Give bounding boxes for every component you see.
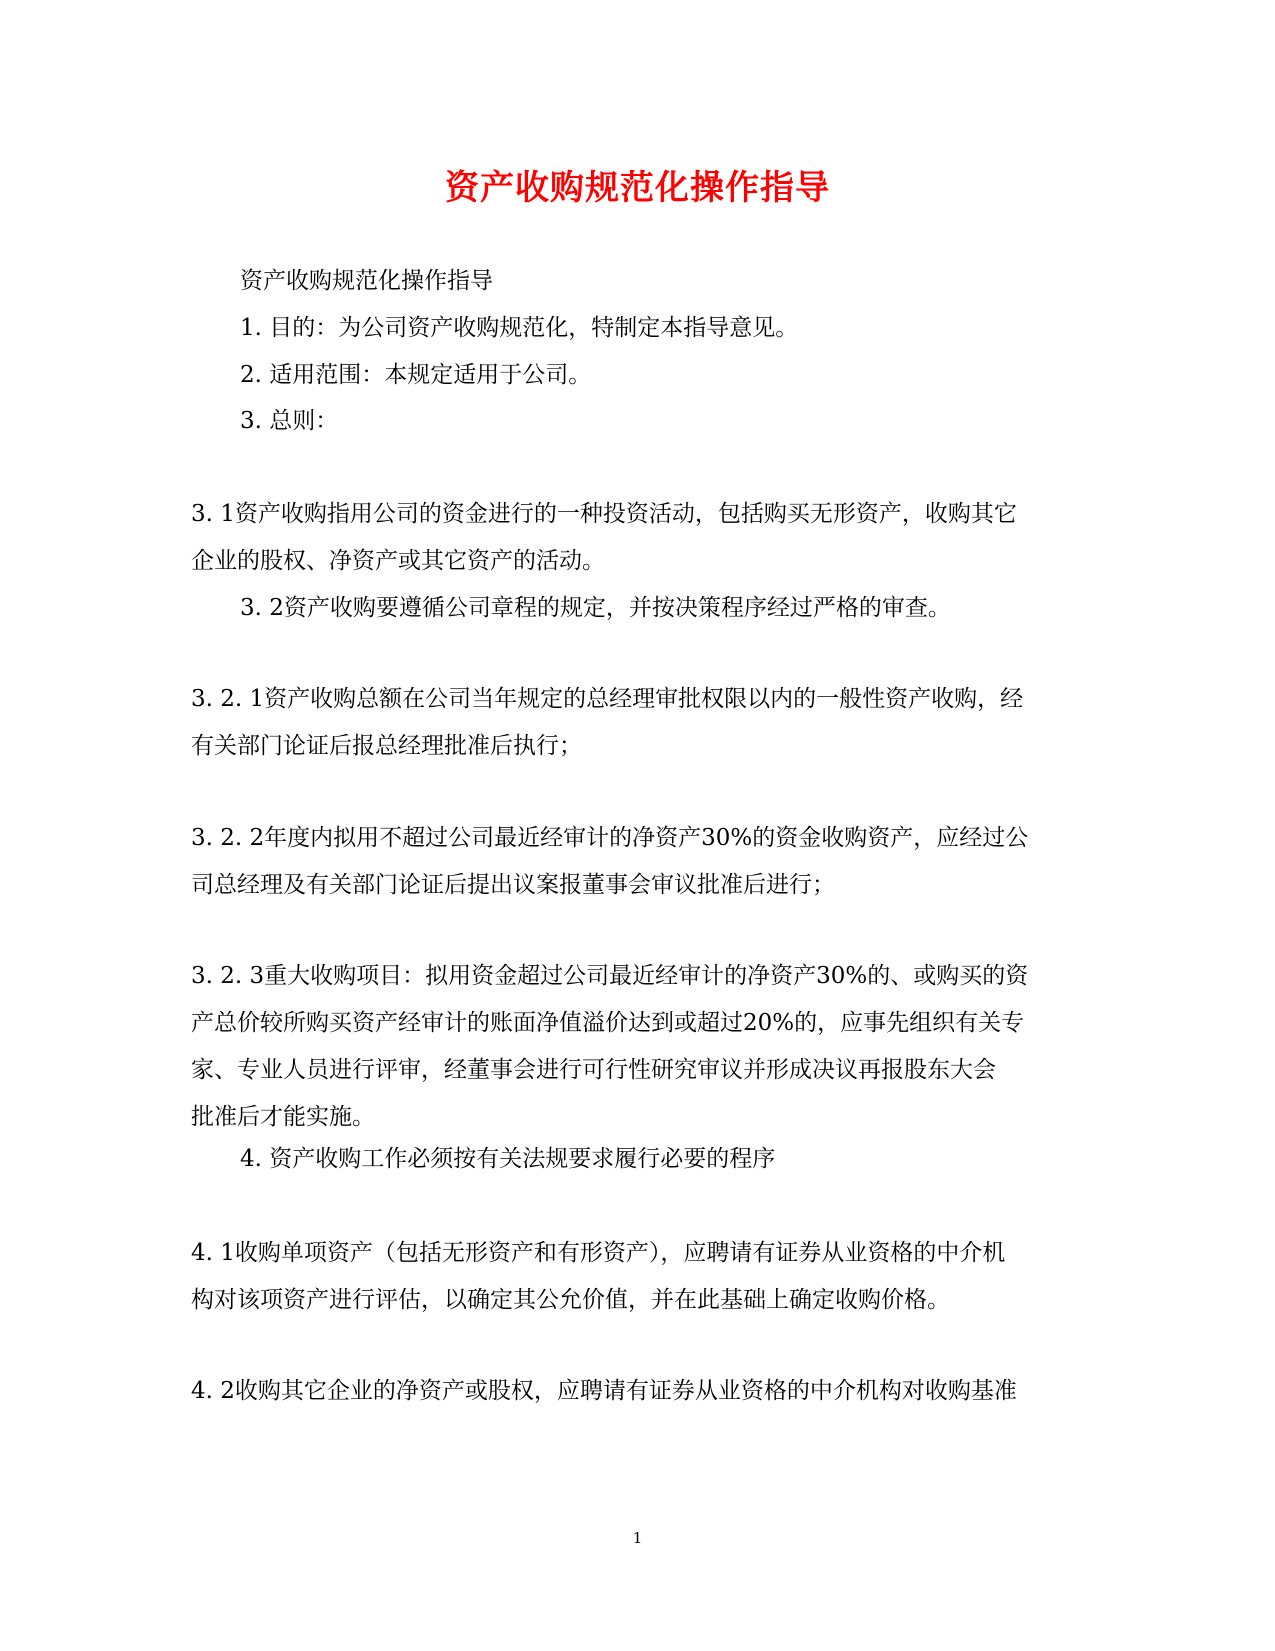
paragraph-3-2-3 [191,953,1081,1141]
paragraph-3-2-1 [191,676,1081,770]
paragraph-line: 3. 2资产收购要遵循公司章程的规定，并按决策程序经过严格的审查。 [240,595,951,621]
paragraph-line: 构对该项资产进行评估，以确定其公允价值，并在此基础上确定收购价格。 [191,1287,950,1313]
paragraph-line: 企业的股权、净资产或其它资产的活动。 [191,548,605,574]
paragraph-line: 4. 2收购其它企业的净资产或股权，应聘请有证券从业资格的中介机构对收购基准 [191,1378,1017,1404]
paragraph-4-1 [191,1230,1081,1324]
paragraph-line: 3. 总则： [240,408,339,434]
paragraph-4 [240,1136,1080,1183]
paragraph-line: 有关部门论证后报总经理批准后执行； [191,733,582,759]
page-number: 1 [632,1529,643,1547]
paragraph-3 [240,398,1080,445]
paragraph-line: 3. 2. 3重大收购项目：拟用资金超过公司最近经审计的净资产30%的、或购买的资 [191,963,1029,989]
paragraph-3-1 [191,491,1081,585]
paragraph-line: 3. 2. 1资产收购总额在公司当年规定的总经理审批权限以内的一般性资产收购，经 [191,686,1024,712]
paragraph-1 [240,305,1080,352]
paragraph-line: 3. 1资产收购指用公司的资金进行的一种投资活动，包括购买无形资产，收购其它 [191,501,1017,527]
paragraph-line: 1. 目的：为公司资产收购规范化，特制定本指导意见。 [240,315,799,341]
document-title: 资产收购规范化操作指导 [445,168,830,208]
paragraph-line: 4. 资产收购工作必须按有关法规要求履行必要的程序 [240,1146,776,1172]
paragraph-line: 产总价较所购买资产经审计的账面净值溢价达到或超过20%的，应事先组织有关专 [191,1010,1025,1036]
paragraph-line: 司总经理及有关部门论证后提出议案报董事会审议批准后进行； [191,872,835,898]
paragraph-3-2 [240,585,1080,632]
paragraph-line: 2. 适用范围：本规定适用于公司。 [240,362,592,388]
paragraph-3-2-2 [191,815,1081,909]
paragraph-line: 4. 1收购单项资产（包括无形资产和有形资产），应聘请有证券从业资格的中介机 [191,1240,1006,1266]
paragraph-4-2 [191,1368,1081,1415]
paragraph-line: 批准后才能实施。 [191,1104,375,1130]
paragraph-line: 家、专业人员进行评审，经董事会进行可行性研究审议并形成决议再报股东大会 [191,1057,996,1083]
paragraph-line: 3. 2. 2年度内拟用不超过公司最近经审计的净资产30%的资金收购资产，应经过公 [191,825,1029,851]
subtitle-paragraph: 资产收购规范化操作指导 [240,268,493,294]
paragraph-2 [240,352,1080,399]
